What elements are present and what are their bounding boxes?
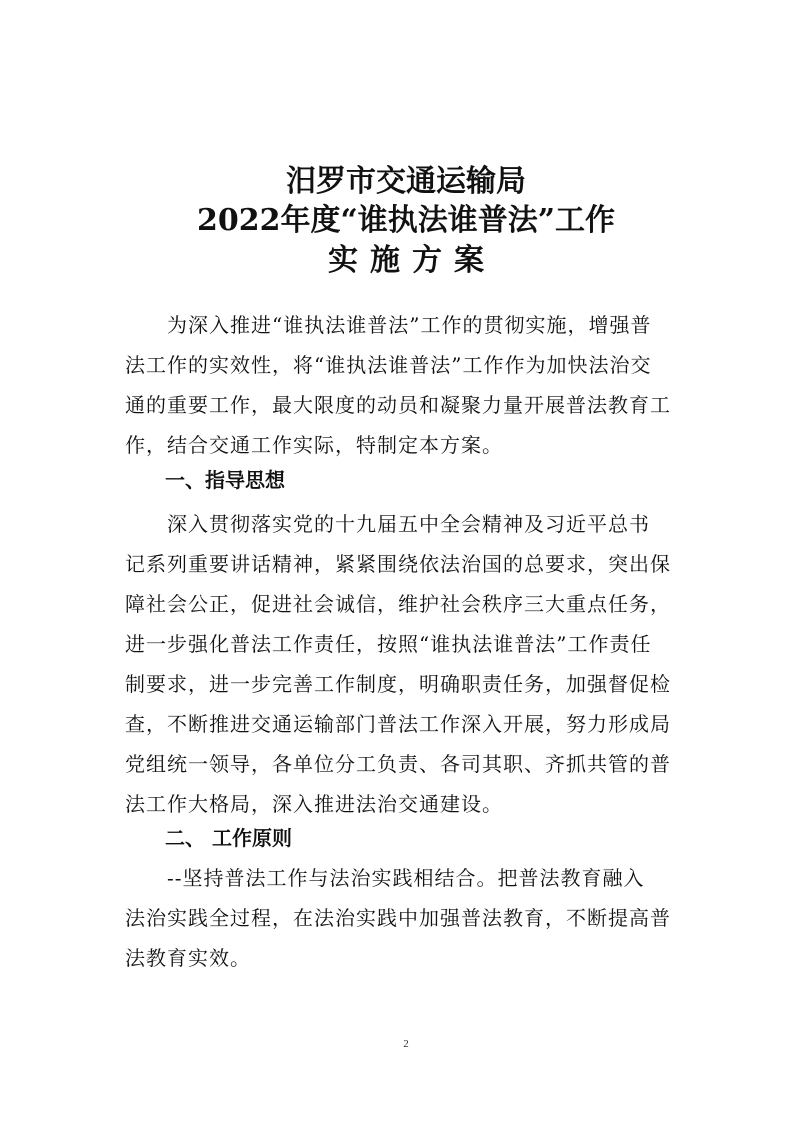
paragraph-line: 制要求，进一步完善工作制度，明确职责任务，加强督促检	[125, 672, 671, 696]
paragraph-line: 记系列重要讲话精神，紧紧围绕依法治国的总要求，突出保	[125, 552, 671, 576]
document-title-line1: 汨罗市交通运输局	[286, 164, 526, 199]
paragraph-line: 进一步强化普法工作责任，按照“谁执法谁普法”工作责任	[125, 632, 652, 656]
work-principles-paragraph	[125, 858, 695, 978]
paragraph-line: --坚持普法工作与法治实践相结合。把普法教育融入	[125, 866, 645, 890]
paragraph-line: 障社会公正，促进社会诚信，维护社会秩序三大重点任务，	[125, 592, 671, 616]
section-heading-guiding-ideology: 一、指导思想	[165, 468, 285, 492]
paragraph-line: 通的重要工作，最大限度的动员和凝聚力量开展普法教育工	[125, 393, 671, 417]
intro-paragraph	[125, 305, 695, 465]
paragraph-line: 作，结合交通工作实际，特制定本方案。	[125, 433, 503, 457]
document-title-line2: 2022年度“谁执法谁普法”工作	[196, 203, 615, 238]
paragraph-line: 法治实践全过程，在法治实践中加强普法教育，不断提高普	[125, 906, 671, 930]
guiding-ideology-paragraph	[125, 504, 695, 824]
paragraph-line: 法工作大格局，深入推进法治交通建设。	[125, 792, 503, 816]
page-number: 2	[403, 1038, 409, 1050]
paragraph-line: 党组统一领导，各单位分工负责、各司其职、齐抓共管的普	[125, 752, 671, 776]
paragraph-line: 为深入推进“谁执法谁普法”工作的贯彻实施，增强普	[125, 313, 652, 337]
paragraph-line: 法教育实效。	[125, 946, 251, 970]
paragraph-line: 法工作的实效性，将“谁执法谁普法”工作作为加快法治交	[125, 353, 652, 377]
paragraph-line: 深入贯彻落实党的十九届五中全会精神及习近平总书	[125, 512, 650, 536]
paragraph-line: 查，不断推进交通运输部门普法工作深入开展，努力形成局	[125, 712, 671, 736]
section-heading-work-principles: 二、 工作原则	[165, 826, 292, 850]
document-title-line3: 实施方案	[328, 243, 496, 278]
